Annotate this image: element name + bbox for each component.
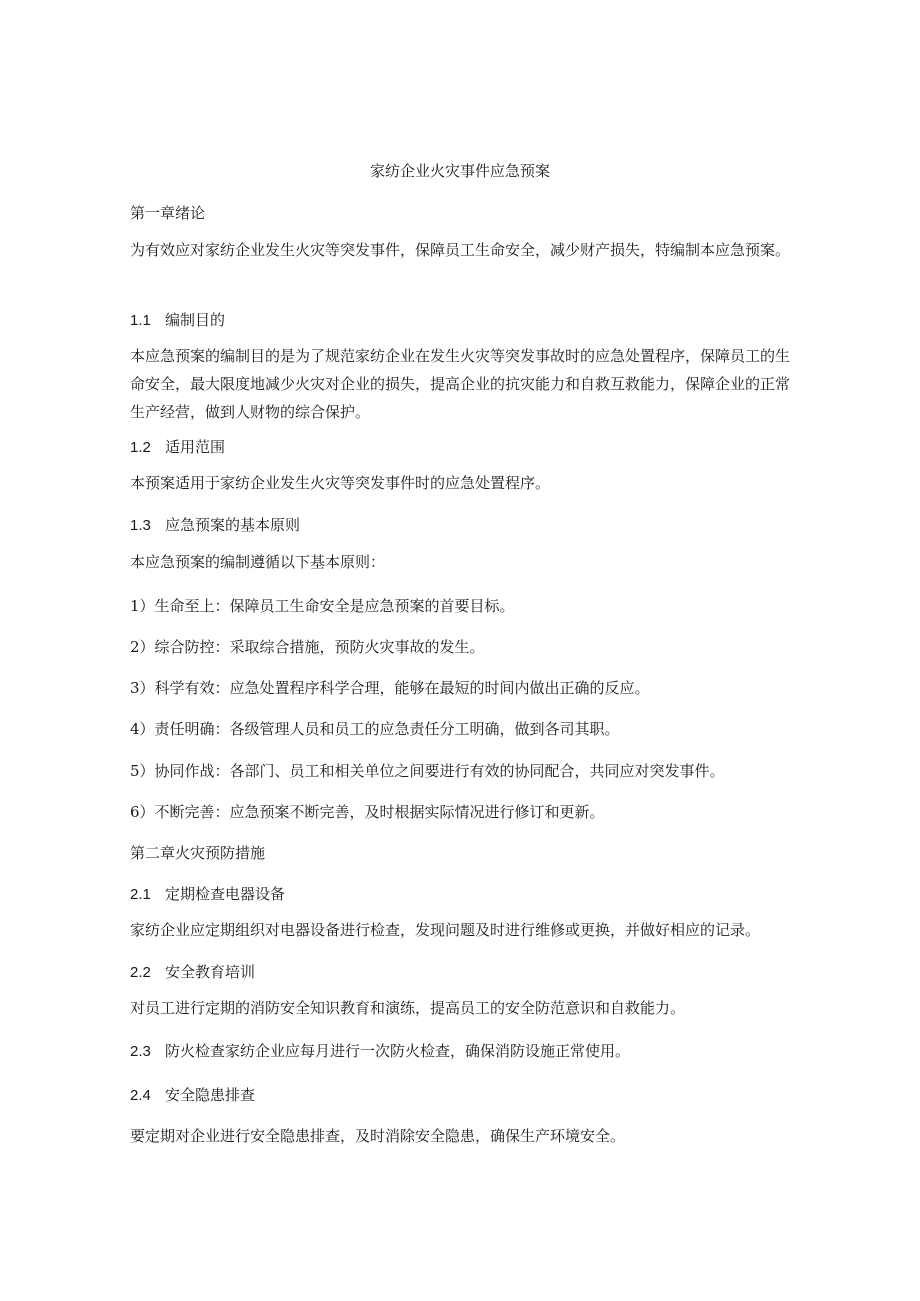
principle-item: 4）责任明确：各级管理人员和员工的应急责任分工明确，做到各司其职。 (130, 720, 620, 738)
section-1-2-body: 本预案适用于家纺企业发生火灾等突发事件时的应急处置程序。 (130, 474, 551, 492)
section-title: 应急预案的基本原则 (165, 516, 301, 534)
section-heading-2-3 (130, 1041, 790, 1062)
section-number: 1.2 (130, 439, 151, 456)
section-heading-2-2 (130, 962, 790, 983)
section-title: 编制目的 (165, 311, 226, 329)
section-2-4-body: 要定期对企业进行安全隐患排查，及时消除安全隐患，确保生产环境安全。 (130, 1127, 626, 1145)
section-title: 防火检查家纺企业应每月进行一次防火检查，确保消防设施正常使用。 (165, 1042, 631, 1060)
chapter-2-heading: 第二章火灾预防措施 (130, 844, 266, 862)
section-number: 1.1 (130, 312, 151, 329)
section-heading-2-1 (130, 884, 790, 905)
principle-item: 3）科学有效：应急处置程序科学合理，能够在最短的时间内做出正确的反应。 (130, 679, 650, 697)
section-title: 安全教育培训 (165, 963, 256, 981)
section-heading-1-3 (130, 515, 790, 536)
chapter-1-heading: 第一章绪论 (130, 204, 206, 222)
section-heading-2-4 (130, 1085, 790, 1106)
principle-item: 1）生命至上：保障员工生命安全是应急预案的首要目标。 (130, 597, 515, 615)
section-number: 2.2 (130, 964, 151, 981)
section-1-3-body: 本应急预案的编制遵循以下基本原则： (130, 553, 386, 571)
section-2-1-body: 家纺企业应定期组织对电器设备进行检查，发现问题及时进行维修或更换，并做好相应的记录。 (130, 921, 761, 939)
section-number: 2.4 (130, 1087, 151, 1104)
document-title: 家纺企业火灾事件应急预案 (369, 162, 550, 180)
principle-item: 6）不断完善：应急预案不断完善，及时根据实际情况进行修订和更新。 (130, 803, 605, 821)
intro-paragraph: 为有效应对家纺企业发生火灾等突发事件，保障员工生命安全，减少财产损失，特编制本应急预案。 (130, 241, 791, 259)
section-number: 2.1 (130, 886, 151, 903)
section-number: 1.3 (130, 517, 151, 534)
section-number: 2.3 (130, 1043, 151, 1060)
section-1-1-body: 本应急预案的编制目的是为了规范家纺企业在发生火灾等突发事故时的应急处置程序，保障员工的生命安全，最大限度地减少火灾对企业的损失，提高企业的抗灾能力和自救互救能力，保障企业的正常生产经营，做到人财物的综合保护。 (130, 347, 791, 421)
section-title: 定期检查电器设备 (165, 885, 286, 903)
section-title: 适用范围 (165, 438, 226, 456)
section-heading-1-1 (130, 310, 790, 331)
section-title: 安全隐患排查 (165, 1086, 256, 1104)
section-2-2-body: 对员工进行定期的消防安全知识教育和演练，提高员工的安全防范意识和自救能力。 (130, 999, 686, 1017)
principle-item: 2）综合防控：采取综合措施，预防火灾事故的发生。 (130, 638, 485, 656)
section-heading-1-2 (130, 437, 790, 458)
principle-item: 5）协同作战：各部门、员工和相关单位之间要进行有效的协同配合，共同应对突发事件。 (130, 762, 725, 780)
